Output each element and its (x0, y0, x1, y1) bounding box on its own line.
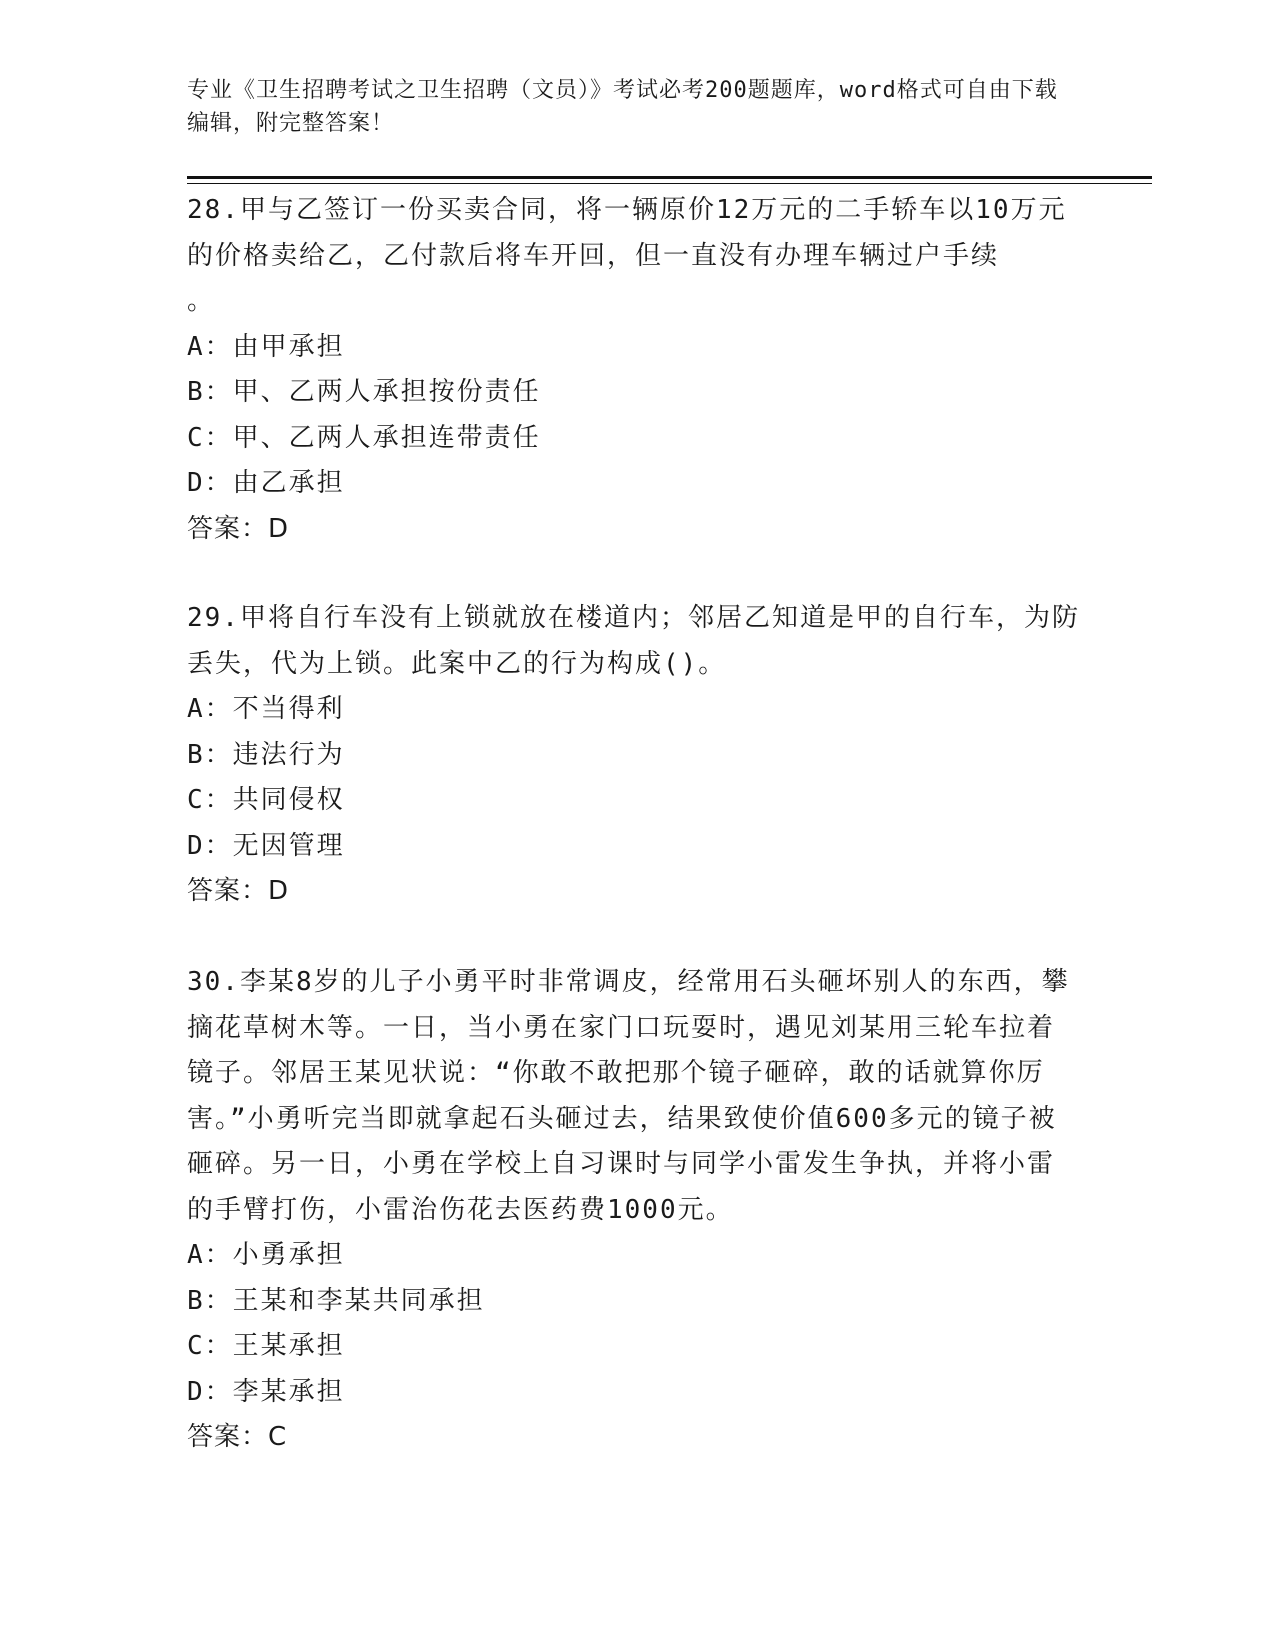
option-c: C：甲、乙两人承担连带责任 (187, 422, 541, 453)
option-b: B：违法行为 (187, 739, 345, 770)
question-stem: 29.甲将自行车没有上锁就放在楼道内；邻居乙知道是甲的自行车，为防丢失，代为上锁。此案中乙的行为构成()。 (187, 603, 1080, 679)
header-divider-thick (187, 176, 1152, 179)
option-a: A：不当得利 (187, 694, 345, 724)
option-c: C：王某承担 (187, 1331, 345, 1361)
question-29 (187, 596, 1082, 915)
answer-line: 答案：D (187, 513, 290, 544)
document-header: 专业《卫生招聘考试之卫生招聘（文员）》考试必考200题题库，word格式可自由下载编辑，附完整答案！ (187, 78, 1058, 136)
header-divider-thin (187, 183, 1152, 184)
question-30 (187, 960, 1082, 1461)
option-c: C：共同侵权 (187, 785, 345, 815)
answer-line: 答案：D (187, 876, 290, 906)
option-a: A：小勇承担 (187, 1240, 345, 1270)
question-stem: 28.甲与乙签订一份买卖合同，将一辆原价12万元的二手轿车以10万元的价格卖给乙，乙付款后将车开回，但一直没有办理车辆过户手续 (187, 195, 1067, 271)
question-stem-tail: 。 (187, 286, 216, 316)
question-stem: 30.李某8岁的儿子小勇平时非常调皮，经常用石头砸坏别人的东西，攀摘花草树木等。一日，当小勇在家门口玩耍时，遇见刘某用三轮车拉着镜子。邻居王某见状说：“你敢不敢把那个镜子砸碎，敢的话就算你厉害。”小勇听完当即就拿起石头砸过去，结果致使价值600多元的镜子被砸碎。另一日，小勇在学校上自习课时与同学小雷发生争执，并将小雷的手臂打伤，小雷治伤花去医药费1000元。 (187, 967, 1070, 1225)
option-b: B：甲、乙两人承担按份责任 (187, 377, 541, 407)
option-b: B：王某和李某共同承担 (187, 1285, 485, 1316)
option-d: D：李某承担 (187, 1376, 345, 1407)
option-a: A：由甲承担 (187, 331, 345, 362)
answer-line: 答案：C (187, 1422, 288, 1452)
option-d: D：由乙承担 (187, 468, 345, 498)
option-d: D：无因管理 (187, 830, 345, 861)
question-28 (187, 188, 1082, 552)
